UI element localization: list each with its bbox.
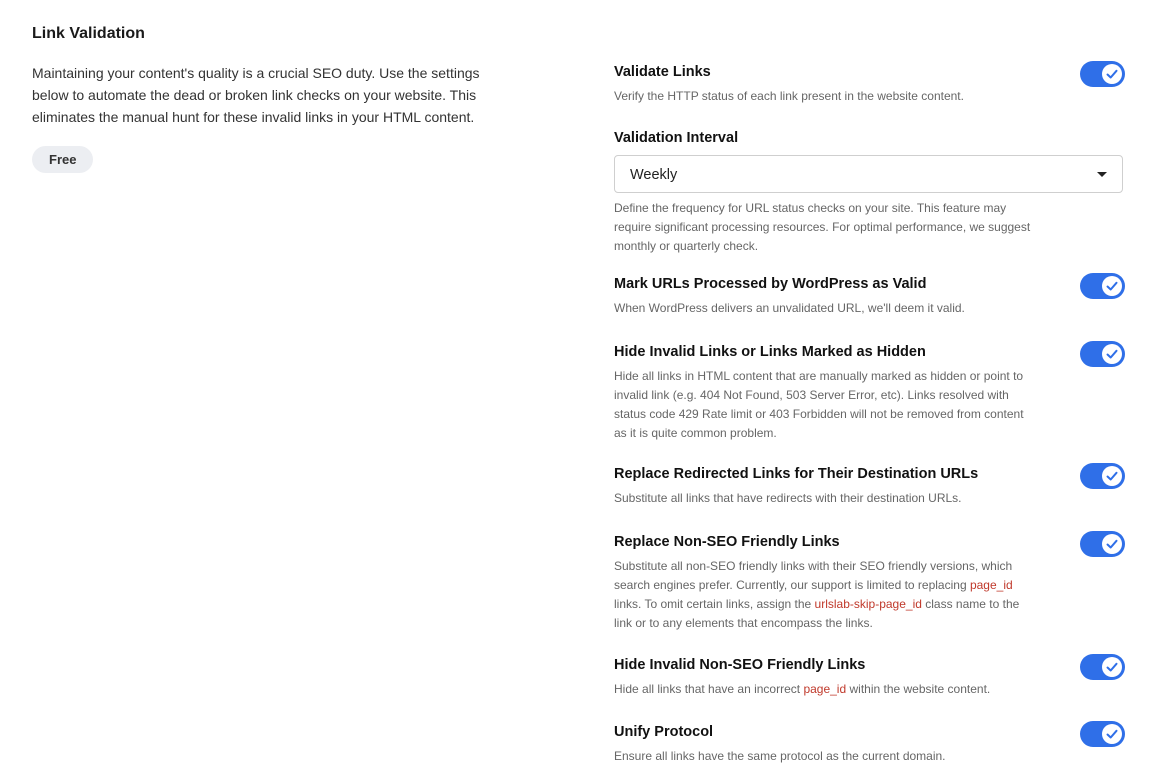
section-intro xyxy=(32,24,512,173)
option-title: Hide Invalid Links or Links Marked as Hidden xyxy=(614,344,926,360)
select-value: Weekly xyxy=(630,167,678,183)
option-description: Substitute all links that have redirects with their destination URLs. xyxy=(614,491,962,505)
check-icon xyxy=(1102,724,1122,744)
desc-text: Substitute all non-SEO friendly links with their SEO friendly versions, which search engines prefer. Currently, our support is limited to replacing xyxy=(614,559,1013,592)
option-description: Ensure all links have the same protocol as the current domain. xyxy=(614,749,946,763)
check-icon xyxy=(1102,344,1122,364)
section-description: Maintaining your content's quality is a crucial SEO duty. Use the settings below to automate the dead or broken link checks on your website. This eliminates the manual hunt for these invalid links in your HTML content. xyxy=(32,65,480,125)
check-icon xyxy=(1102,466,1122,486)
option-title: Replace Non-SEO Friendly Links xyxy=(614,534,840,550)
plan-badge: Free xyxy=(32,146,93,173)
option-description: Hide all links in HTML content that are manually marked as hidden or point to invalid link (e.g. 404 Not Found, 503 Server Error, etc). Links resolved with status code 429 Rate limit or 403 Forbidden will not be removed from content as it is quite common problem. xyxy=(614,369,1024,440)
settings-panel xyxy=(614,61,1125,771)
replace-non-seo-toggle[interactable] xyxy=(1080,531,1125,557)
option-unify-protocol xyxy=(614,721,1125,771)
option-title: Validate Links xyxy=(614,64,711,80)
option-description: When WordPress delivers an unvalidated URL, we'll deem it valid. xyxy=(614,301,965,315)
check-icon xyxy=(1102,276,1122,296)
section-title: Link Validation xyxy=(32,25,145,42)
check-icon xyxy=(1102,534,1122,554)
option-replace-non-seo xyxy=(614,531,1125,654)
validate-links-toggle[interactable] xyxy=(1080,61,1125,87)
option-description xyxy=(614,557,1039,633)
desc-text: class name to the link or to any elements that encompass the links. xyxy=(614,597,1020,630)
caret-down-icon xyxy=(1097,172,1107,177)
option-description: Verify the HTTP status of each link present in the website content. xyxy=(614,89,964,103)
option-validate-links xyxy=(614,61,1125,127)
replace-redirected-toggle[interactable] xyxy=(1080,463,1125,489)
option-replace-redirected xyxy=(614,463,1125,531)
option-hide-invalid-non-seo xyxy=(614,654,1125,721)
option-title: Mark URLs Processed by WordPress as Valid xyxy=(614,276,927,292)
hide-invalid-non-seo-toggle[interactable] xyxy=(1080,654,1125,680)
mark-wp-valid-toggle[interactable] xyxy=(1080,273,1125,299)
desc-text: Hide all links that have an incorrect xyxy=(614,682,804,696)
code-skip-class: urlslab-skip-page_id xyxy=(814,597,922,611)
code-page-id: page_id xyxy=(969,578,1013,592)
validation-interval-select[interactable] xyxy=(614,155,1123,193)
option-hide-invalid xyxy=(614,341,1125,463)
desc-text: links. To omit certain links, assign the xyxy=(614,597,815,611)
option-title: Validation Interval xyxy=(614,130,739,146)
code-page-id: page_id xyxy=(803,682,847,696)
hide-invalid-toggle[interactable] xyxy=(1080,341,1125,367)
option-title: Replace Redirected Links for Their Destination URLs xyxy=(614,466,979,482)
check-icon xyxy=(1102,657,1122,677)
option-validation-interval xyxy=(614,127,1125,273)
option-title: Hide Invalid Non-SEO Friendly Links xyxy=(614,657,866,673)
option-description: Define the frequency for URL status checks on your site. This feature may require significant processing resources. For optimal performance, we suggest monthly or quarterly check. xyxy=(614,201,1031,253)
unify-protocol-toggle[interactable] xyxy=(1080,721,1125,747)
option-title: Unify Protocol xyxy=(614,724,714,740)
check-icon xyxy=(1102,64,1122,84)
option-mark-wp-valid xyxy=(614,273,1125,341)
option-description xyxy=(614,680,1039,699)
desc-text: within the website content. xyxy=(846,682,991,696)
